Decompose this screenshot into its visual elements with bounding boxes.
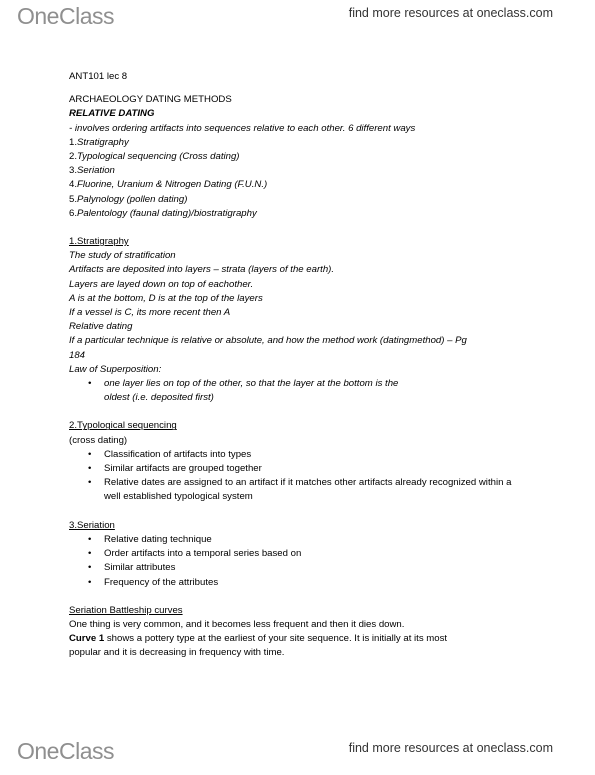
methods-list <box>69 136 539 221</box>
find-more-link[interactable]: find more resources at oneclass.com <box>348 6 553 20</box>
text-line: One thing is very common, and it becomes less frequent and then it dies down. <box>69 618 405 630</box>
page-footer <box>0 735 595 775</box>
logo-text: OneClass <box>17 3 114 29</box>
section-heading: 2.Typological sequencing <box>69 420 177 432</box>
list-item: 5.Palynology (pollen dating) <box>69 193 188 205</box>
text-line: Layers are layed down on top of eachother. <box>69 278 254 290</box>
text-line: If a vessel is C, its more recent then A <box>69 307 231 319</box>
text-line: Curve 1 shows a pottery type at the earliest of your site sequence. It is initially at its most <box>69 633 448 645</box>
section-subtitle: RELATIVE DATING <box>69 108 155 120</box>
section-heading: Seriation Battleship curves <box>69 604 183 616</box>
intro-text: - involves ordering artifacts into sequences relative to each other. 6 different ways <box>69 122 416 134</box>
section-heading: 3.Seriation <box>69 519 115 531</box>
text-line: Artifacts are deposited into layers – strata (layers of the earth). <box>69 264 335 276</box>
curve-label: Curve 1 <box>69 633 105 645</box>
list-item: 6.Palentology (faunal dating)/biostratigraphy <box>69 207 257 219</box>
bullet-item: • Frequency of the attributes <box>104 576 539 590</box>
list-item: 1.Stratigraphy <box>69 136 129 148</box>
text-line: If a particular technique is relative or absolute, and how the method work (datingmethod) – Pg <box>69 335 467 347</box>
find-more-link[interactable]: find more resources at oneclass.com <box>348 741 553 755</box>
document-body <box>69 70 539 661</box>
section-heading: 1.Stratigraphy <box>69 236 129 248</box>
text-line: 184 <box>69 349 86 361</box>
list-item: 4.Fluorine, Uranium & Nitrogen Dating (F.U.N.) <box>69 179 268 191</box>
text-line: (cross dating) <box>69 434 128 446</box>
bullet-item: • Similar attributes <box>104 561 539 575</box>
page-header <box>0 0 595 40</box>
list-item: 2.Typological sequencing (Cross dating) <box>69 151 240 163</box>
logo-text: OneClass <box>17 738 114 764</box>
bullet-item: • one layer lies on top of the other, so that the layer at the bottom is the oldest (i.e. deposited first) <box>104 377 424 405</box>
text-line: Law of Superposition: <box>69 363 162 375</box>
bullet-item: • Relative dating technique <box>104 533 539 547</box>
oneclass-logo[interactable] <box>17 738 114 765</box>
bullet-item: • Order artifacts into a temporal series based on <box>104 547 539 561</box>
list-item: 3.Seriation <box>69 165 115 177</box>
text-line: A is at the bottom, D is at the top of the layers <box>69 292 263 304</box>
oneclass-logo[interactable] <box>17 3 114 30</box>
course-code: ANT101 lec 8 <box>69 71 128 82</box>
bullet-list <box>69 377 539 405</box>
text-line: The study of stratification <box>69 250 176 262</box>
bullet-list <box>69 448 539 505</box>
bullet-item: • Relative dates are assigned to an artifact if it matches other artifacts already recognized within a well established typological system <box>104 476 519 504</box>
bullet-item: • Similar artifacts are grouped together <box>104 462 539 476</box>
bullet-item: • Classification of artifacts into types <box>104 448 539 462</box>
text-line: Relative dating <box>69 321 133 333</box>
text-line: popular and it is decreasing in frequency with time. <box>69 647 285 659</box>
document-title: ARCHAEOLOGY DATING METHODS <box>69 94 232 106</box>
bullet-list <box>69 533 539 590</box>
